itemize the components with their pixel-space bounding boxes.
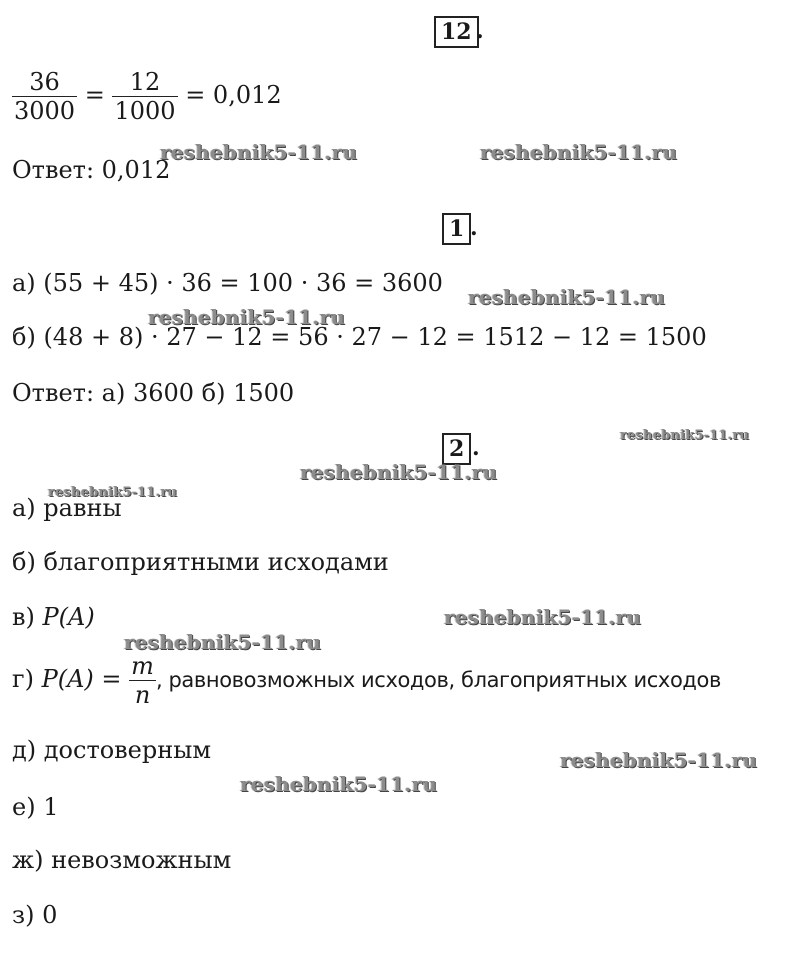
- problem-1-number: [442, 213, 471, 245]
- watermark: reshebnik5-11.ru: [160, 140, 358, 164]
- problem-2-line-g: [12, 652, 721, 709]
- watermark: reshebnik5-11.ru: [480, 140, 678, 164]
- fraction-denominator: n: [134, 681, 151, 709]
- number-dot: .: [470, 215, 478, 241]
- watermark: reshebnik5-11.ru: [444, 605, 642, 629]
- problem-12-answer: Ответ: 0,012: [12, 156, 171, 184]
- problem-2-line-z: з) 0: [12, 901, 58, 929]
- line-v-prefix: в): [12, 603, 43, 631]
- watermark: reshebnik5-11.ru: [300, 460, 498, 484]
- watermark: reshebnik5-11.ru: [240, 772, 438, 796]
- problem-2-line-a: а) равны: [12, 494, 122, 522]
- fraction-denominator: 3000: [14, 97, 76, 125]
- problem-2-number-text: 2: [449, 436, 465, 462]
- watermark: reshebnik5-11.ru: [620, 428, 750, 443]
- watermark: reshebnik5-11.ru: [560, 748, 758, 772]
- problem-12-number: [434, 16, 479, 48]
- problem-2-line-zh: ж) невозможным: [12, 846, 232, 874]
- fraction-denominator: 1000: [114, 97, 176, 125]
- problem-2-line-b: б) благоприятными исходами: [12, 548, 389, 576]
- watermark: reshebnik5-11.ru: [468, 285, 666, 309]
- problem-2-line-v: [12, 602, 95, 632]
- line-g-prefix: г): [12, 665, 42, 693]
- problem-1-line-b: б) (48 + 8) · 27 − 12 = 56 · 27 − 12 = 1512 − 12 = 1500: [12, 323, 707, 351]
- probability-formula: P(A) =: [41, 665, 122, 693]
- number-dot: .: [476, 18, 484, 44]
- fraction-m-n: [129, 652, 156, 709]
- watermark: reshebnik5-11.ru: [148, 305, 346, 329]
- fraction-36-3000: [12, 68, 77, 125]
- fraction-numerator: m: [131, 652, 154, 680]
- problem-1-line-a: а) (55 + 45) · 36 = 100 · 36 = 3600: [12, 269, 443, 297]
- fraction-numerator: 12: [112, 68, 177, 97]
- problem-1-answer: Ответ: а) 3600 б) 1500: [12, 379, 295, 407]
- fraction-numerator: 36: [12, 68, 77, 97]
- watermark: reshebnik5-11.ru: [124, 630, 322, 654]
- number-dot: .: [472, 435, 480, 461]
- probability-formula: P(A): [42, 603, 95, 631]
- fraction-12-1000: [112, 68, 177, 125]
- problem-2-line-e: е) 1: [12, 793, 59, 821]
- problem-1-number-text: 1: [449, 216, 465, 242]
- line-g-suffix: , равновозможных исходов, благоприятных исходов: [155, 668, 721, 692]
- equals-sign: =: [84, 81, 105, 109]
- equation-result: = 0,012: [185, 81, 282, 109]
- watermark: reshebnik5-11.ru: [48, 485, 178, 500]
- problem-2-line-d: д) достоверным: [12, 736, 212, 764]
- problem-12-equation: [12, 68, 282, 125]
- problem-12-number-text: 12: [441, 19, 472, 45]
